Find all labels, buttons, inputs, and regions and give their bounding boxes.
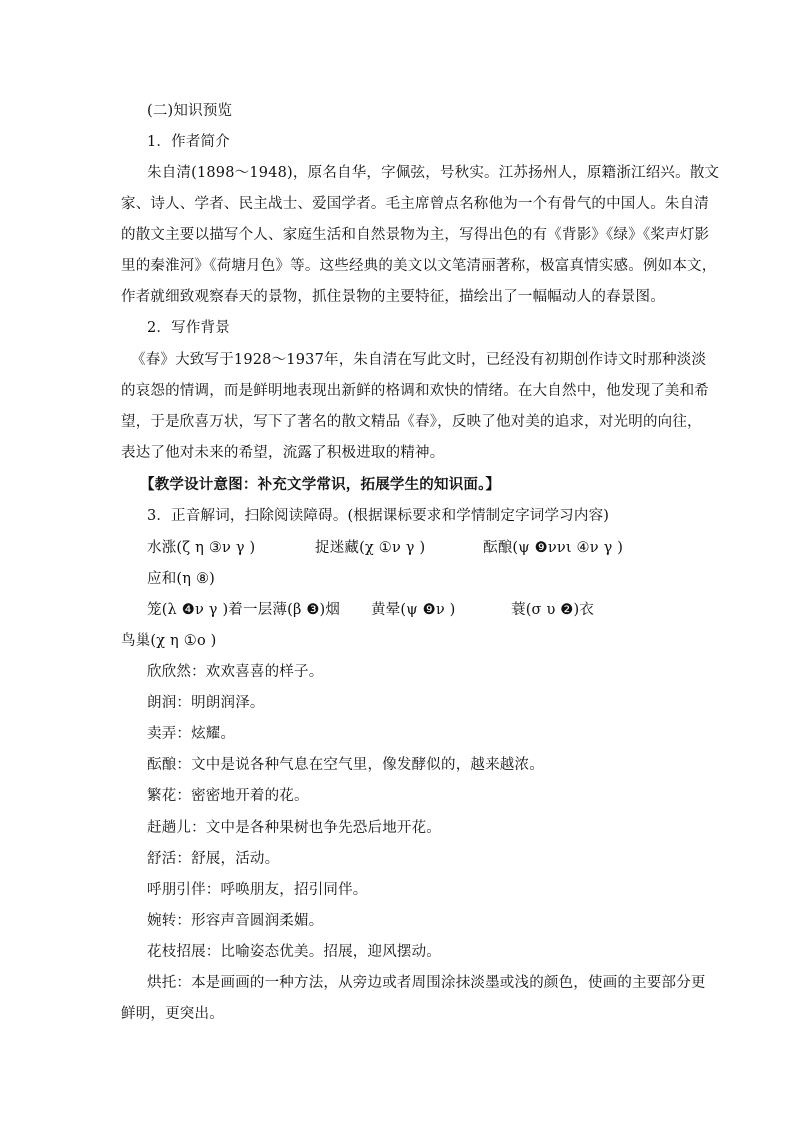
background-line: 望，于是欣喜万状，写下了著名的散文精品《春》，反映了他对美的追求，对光明的向往， [121, 414, 702, 430]
vocab-definition: 烘托：本是画画的一种方法，从旁边或者周围涂抹淡墨或浅的颜色，使画的主要部分更 [147, 975, 706, 991]
vocab-definition: 赶趟儿：文中是各种果树也争先恐后地开花。 [147, 820, 441, 836]
pronunciation-heading: 3．正音解词，扫除阅读障碍。(根据课标要求和学情制定字词学习内容) [147, 508, 610, 524]
author-intro-line: 里的秦淮河》《荷塘月色》等。这些经典的美文以文笔清丽著称，极富真情实感。例如本文， [121, 258, 717, 274]
vocab-definition: 婉转：形容声音圆润柔媚。 [147, 913, 324, 929]
author-intro-line: 家、诗人、学者、民主战士、爱国学者。毛主席曾点名称他为一个有骨气的中国人。朱自清 [121, 196, 709, 212]
background-heading: 2．写作背景 [147, 320, 230, 336]
pronunciation-entry: 酝酿(ψ ❾ννι ④ν γ ) [483, 540, 624, 556]
vocab-definition: 繁花：密密地开着的花。 [147, 788, 309, 804]
pronunciation-entry: 蓑(σ υ ❷)衣 [511, 602, 595, 618]
vocab-definition: 欣欣然：欢欢喜喜的样子。 [147, 664, 324, 680]
pronunciation-entry: 鸟巢(χ η ①ο ) [121, 633, 217, 649]
author-intro-heading: 1．作者简介 [147, 134, 230, 150]
pronunciation-entry: 笼(λ ❹ν γ )着一层薄(β ❸)烟 [147, 602, 341, 618]
background-line: 表达了他对未来的希望，流露了积极进取的精神。 [121, 445, 445, 461]
design-intent-note: 【教学设计意图：补充文学常识，拓展学生的知识面。】 [140, 476, 501, 493]
pronunciation-entry: 捉迷藏(χ ①ν γ ) [315, 540, 426, 556]
vocab-definition: 朗润：明朗润泽。 [147, 695, 265, 711]
background-line: 的哀怨的情调，而是鲜明地表现出新鲜的格调和欢快的情绪。在大自然中，他发现了美和希 [121, 383, 709, 399]
vocab-definition: 酝酿：文中是说各种气息在空气里，像发酵似的，越来越浓。 [147, 757, 544, 773]
pronunciation-entry: 黄晕(ψ ❾ν ) [371, 602, 456, 618]
vocab-definition: 舒活：舒展，活动。 [147, 851, 280, 867]
vocab-definition: 花枝招展：比喻姿态优美。招展，迎风摆动。 [147, 944, 441, 960]
pronunciation-entry: 水涨(ζ η ③ν γ ) [147, 540, 256, 556]
background-line: 《春》大致写于1928～1937年，朱自清在写此文时，已经没有初期创作诗文时那种淡淡 [131, 352, 707, 368]
section-heading: (二)知识预览 [147, 103, 233, 119]
author-intro-line: 作者就细致观察春天的景物，抓住景物的主要特征，描绘出了一幅幅动人的春景图。 [121, 289, 665, 305]
pronunciation-entry: 应和(η ⑧) [147, 571, 216, 587]
author-intro-line: 朱自清(1898～1948)，原名自华，字佩弦，号秋实。江苏扬州人，原籍浙江绍兴。散文 [147, 165, 720, 181]
vocab-definition: 鲜明，更突出。 [121, 1006, 224, 1022]
author-intro-line: 的散文主要以描写个人、家庭生活和自然景物为主，写得出色的有《背影》《绿》《桨声灯影 [121, 227, 710, 243]
vocab-definition: 呼朋引伴：呼唤朋友，招引同伴。 [147, 882, 368, 898]
vocab-definition: 卖弄：炫耀。 [147, 726, 236, 742]
